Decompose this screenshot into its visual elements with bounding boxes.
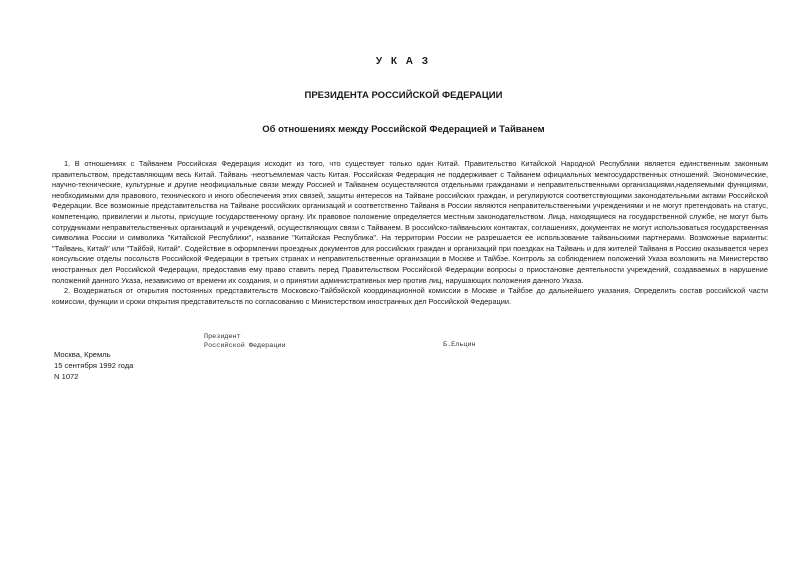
signature-title-line-1: Президент [204, 333, 241, 341]
decree-heading: У К А З [375, 56, 432, 67]
paragraph-1: 1. В отношениях с Тайванем Российская Федерация исходит из того, что существует только один Китай. Правительство Китайской Народной Республики является единственным законным правительством, представляющим весь Китай. Тайвань -неотъемлемая часть Китая. Российская Федерация не поддерживает с Тайванем официальных межгосударственных отношений. Экономические, научно-технические, культурные и другие неофициальные связи между Россией и Тайванем осуществляются отдельными гражданами и неправительственными организациями,наделяемыми функциями, необходимыми для правового, технического и иного обеспечения этих связей, защиты интересов на Тайване российских граждан, и регулируются соответствующими законодательными актами Российской Федерации. Все возможные представительства на Тайване российских организаций и соответственно Тайваня в России являются неправительственными учреждениями и не могут претендовать на статус, компетенцию, привилегии и льготы, присущие государственному органу. Их правовое положение определяется местным законодательством. Лица, находящиеся на государственной службе, не могут быть сотрудниками неправительственных организаций и учреждений, осуществляющих связи с Тайванем. В российско-тайваньских контактах, соглашениях, документах не могут использоваться государственная символика России и символика "Китайской Республики", название "Китайская Республика". На территории России не разрешается ее использование тайваньскими партнерами. Возможные варианты: "Тайвань, Китай" или "Тайбэй, Китай". Содействие в оформлении проездных документов для российских граждан и организаций при поездках на Тайвань и для жителей Тайваня в Россию оказывается через консульские отделы посольств Российской Федерации в третьих странах и неправительственные организации в Москве и Тайбэе. Контроль за соблюдением положений Указа возложить на Министерство иностранных дел Российской Федерации, предоставив ему право ставить перед Правительством Российской Федерации вопросы о приостановке деятельности учреждений, создаваемых в нарушение положений данного Указа, независимо от времени их создания, и о принятии административных мер против лиц, нарушающих положения данного Указа. [52, 159, 768, 285]
issuer-heading: ПРЕЗИДЕНТА РОССИЙСКОЙ ФЕДЕРАЦИИ [304, 90, 503, 101]
footer-date: 15 сентября 1992 года [54, 361, 134, 370]
signature-title-line-2: Российской Федерации [204, 341, 286, 350]
signature-name: Б.Ельцин [443, 341, 476, 349]
footer-number: N 1072 [54, 372, 79, 381]
footer-place: Москва, Кремль [54, 350, 111, 359]
decree-footer [54, 349, 133, 382]
paragraph-2: 2. Воздержаться от открытия постоянных представительств Московско-Тайбэйской координационной комиссии в Москве и Тайбэе до дальнейшего указания. Определить состав российской части комиссии, функции и сроки открытия представительств по согласованию с Министерством иностранных дел Российской Федерации. [52, 286, 768, 306]
decree-body [52, 159, 768, 307]
subject-heading: Об отношениях между Российской Федерацией и Тайванем [262, 124, 545, 135]
signature-title [204, 333, 286, 350]
